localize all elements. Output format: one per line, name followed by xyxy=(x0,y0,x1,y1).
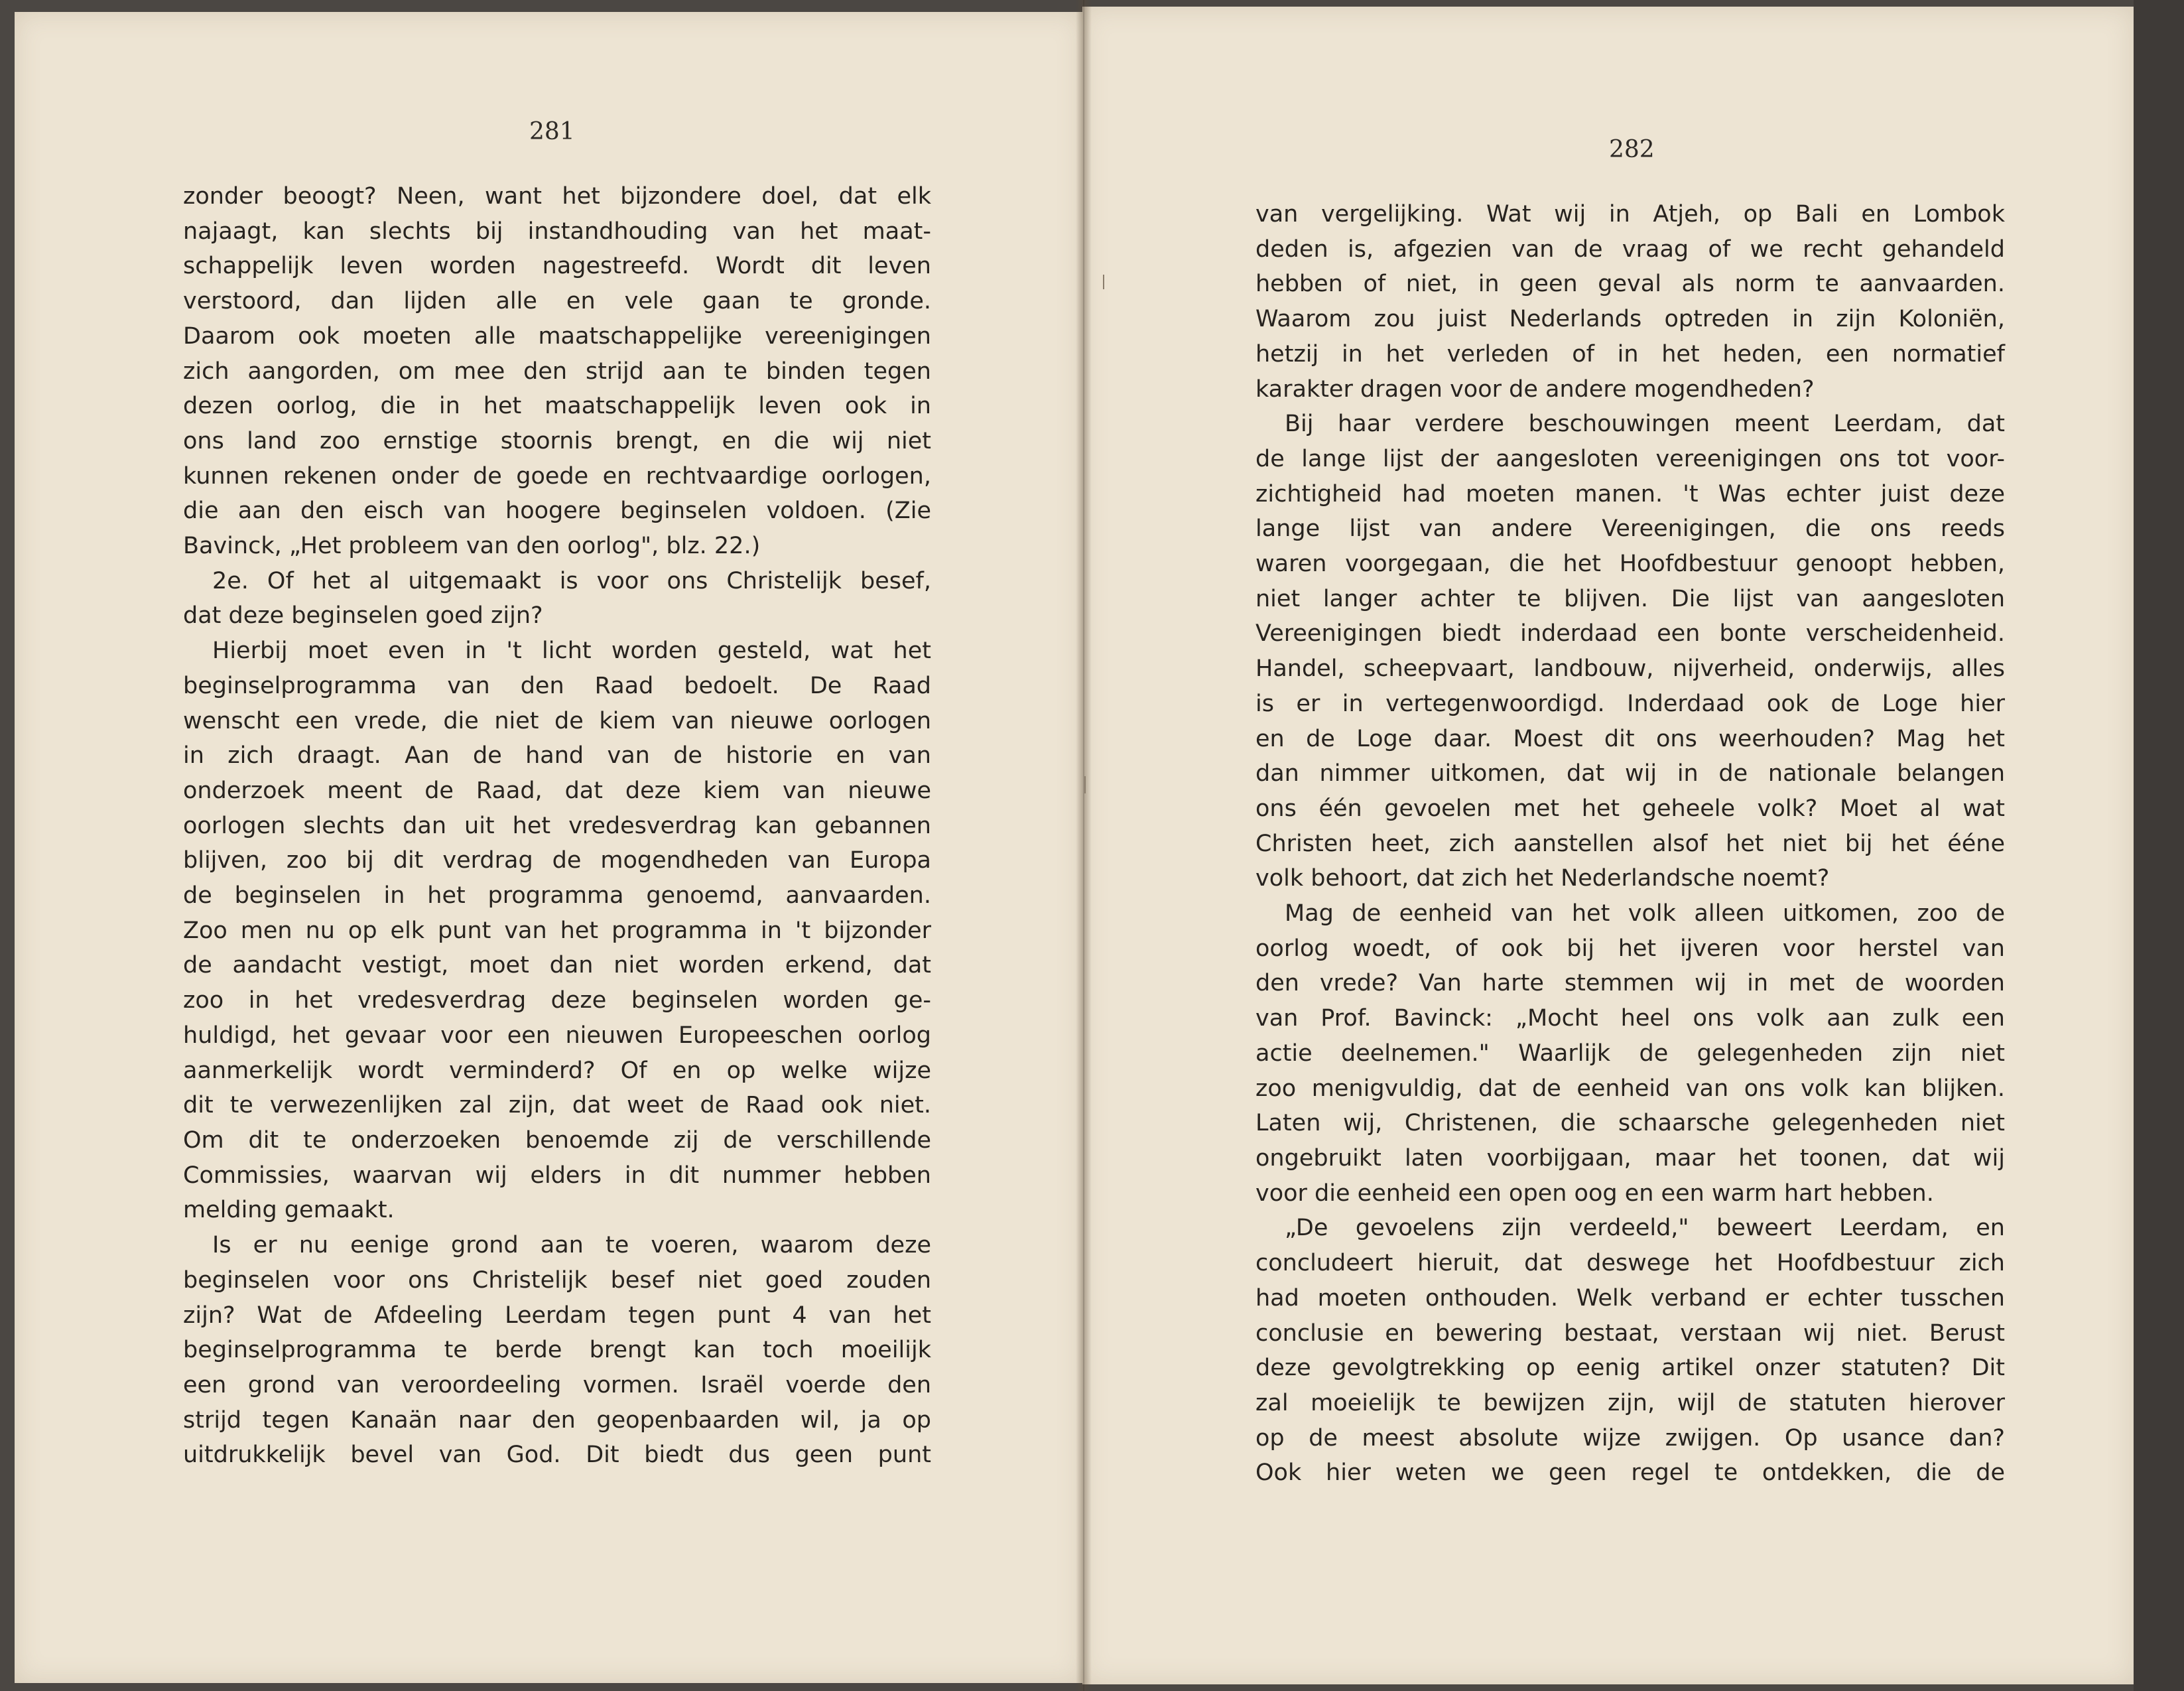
text-line-content: zoo menigvuldig, dat de eenheid van ons volk kan blijken. xyxy=(1255,1075,2005,1102)
text-line-content: onderzoek meent de Raad, dat deze kiem van nieuwe xyxy=(183,777,931,804)
text-line-content: in zich draagt. Aan de hand van de historie en van xyxy=(183,742,931,770)
text-line-content: Laten wij, Christenen, die schaarsche gelegenheden niet xyxy=(1255,1110,2005,1137)
text-line-content: schappelijk leven worden nagestreefd. Wordt dit leven xyxy=(183,253,931,280)
text-line xyxy=(183,529,931,564)
text-line-content: Handel, scheepvaart, landbouw, nijverheid, onderwijs, alles xyxy=(1255,655,2005,683)
text-line xyxy=(183,878,931,913)
text-line xyxy=(183,284,931,319)
text-line xyxy=(1255,1141,2005,1176)
text-line-content: dit te verwezenlijken zal zijn, dat weet de Raad ook niet. xyxy=(183,1092,931,1119)
text-line-content: beginselprogramma te berde brengt kan toch moeilijk xyxy=(183,1337,931,1364)
text-line xyxy=(1255,407,2005,442)
text-line-content: dat deze beginselen goed zijn? xyxy=(183,602,543,630)
text-line xyxy=(1255,197,2005,232)
text-line-content: verstoord, dan lijden alle en vele gaan te gronde. xyxy=(183,288,931,315)
text-line-content: volk behoort, dat zich het Nederlandsche noemt? xyxy=(1255,865,1830,892)
text-line xyxy=(1255,1246,2005,1281)
text-line xyxy=(183,843,931,878)
text-line-content: zichtigheid had moeten manen. 't Was echter juist deze xyxy=(1255,480,2005,507)
text-line xyxy=(1255,547,2005,582)
text-line-content: de lange lijst der aangesloten vereenigingen ons tot voor- xyxy=(1255,445,2005,472)
scan-mark xyxy=(1084,776,1086,793)
text-line xyxy=(183,1403,931,1438)
text-line-content: zich aangorden, om mee den strijd aan te binden tegen xyxy=(183,358,931,385)
text-line xyxy=(1255,372,2005,407)
text-line xyxy=(183,389,931,424)
text-line-content: ons land zoo ernstige stoornis brengt, en die wij niet xyxy=(183,427,931,454)
text-line xyxy=(1255,1421,2005,1456)
text-line-content: had moeten onthouden. Welk verband er echter tusschen xyxy=(1255,1284,2005,1312)
text-line xyxy=(1255,1455,2005,1491)
text-line xyxy=(183,1053,931,1089)
text-line xyxy=(1255,511,2005,547)
text-line xyxy=(183,634,931,669)
text-line xyxy=(183,1368,931,1403)
page-number-right: 282 xyxy=(1609,136,1655,163)
text-line xyxy=(1255,1211,2005,1246)
text-line xyxy=(183,1158,931,1193)
text-line-content: zonder beoogt? Neen, want het bijzondere doel, dat elk xyxy=(183,183,931,210)
text-line-content: 2e. Of het al uitgemaakt is voor ons Christelijk besef, xyxy=(212,567,931,594)
text-line xyxy=(183,1298,931,1333)
text-line xyxy=(183,459,931,494)
text-line-content: den vrede? Van harte stemmen wij in met de woorden xyxy=(1255,970,2005,997)
text-line-content: zijn? Wat de Afdeeling Leerdam tegen punt 4 van het xyxy=(183,1302,931,1329)
text-line xyxy=(1255,477,2005,512)
text-line-content: hetzij in het verleden of in het heden, een normatief xyxy=(1255,340,2005,368)
text-line-content: Hierbij moet even in 't licht worden gesteld, wat het xyxy=(212,638,931,665)
text-line xyxy=(183,1193,931,1228)
text-line-content: de beginselen in het programma genoemd, aanvaarden. xyxy=(183,882,931,910)
text-line xyxy=(183,669,931,704)
text-line xyxy=(183,983,931,1018)
text-line-content: Vereenigingen biedt inderdaad een bonte verscheidenheid. xyxy=(1255,620,2005,647)
text-line xyxy=(1255,791,2005,827)
text-line xyxy=(183,1228,931,1263)
text-line-content: melding gemaakt. xyxy=(183,1197,395,1224)
text-line xyxy=(1255,827,2005,862)
book-gutter xyxy=(1076,0,1092,1691)
text-line xyxy=(183,179,931,214)
text-line xyxy=(1255,1036,2005,1071)
text-line-content: oorlogen slechts dan uit het vredesverdrag kan gebannen xyxy=(183,812,931,839)
text-line-content: en de Loge daar. Moest dit ons weerhouden? Mag het xyxy=(1255,725,2005,752)
text-line xyxy=(1255,1106,2005,1141)
text-line xyxy=(183,738,931,774)
text-line xyxy=(1255,442,2005,477)
text-line xyxy=(1255,1281,2005,1316)
text-line-content: uitdrukkelijk bevel van God. Dit biedt dus geen punt xyxy=(183,1442,931,1469)
text-line xyxy=(1255,1071,2005,1107)
text-line xyxy=(183,1088,931,1123)
text-line-content: Waarom zou juist Nederlands optreden in zijn Koloniën, xyxy=(1255,306,2005,333)
text-line xyxy=(183,424,931,459)
text-line-content: de aandacht vestigt, moet dan niet worden erkend, dat xyxy=(183,952,931,979)
text-line-content: is er in vertegenwoordigd. Inderdaad ook de Loge hier xyxy=(1255,690,2005,717)
text-line-content: Zoo men nu op elk punt van het programma in 't bijzonder xyxy=(183,917,931,944)
text-line xyxy=(1255,337,2005,372)
text-line xyxy=(1255,1386,2005,1421)
text-line xyxy=(183,913,931,949)
text-line xyxy=(1255,1351,2005,1386)
text-line-content: beginselen voor ons Christelijk besef niet goed zouden xyxy=(183,1266,931,1294)
text-line xyxy=(183,1123,931,1158)
text-line xyxy=(1255,582,2005,617)
text-line-content: huldigd, het gevaar voor een nieuwen Europeeschen oorlog xyxy=(183,1022,931,1049)
text-line-content: zoo in het vredesverdrag deze beginselen worden ge- xyxy=(183,987,931,1014)
text-line xyxy=(183,774,931,809)
text-line-content: ons één gevoelen met het geheele volk? Moet al wat xyxy=(1255,795,2005,822)
text-line-content: beginselprogramma van den Raad bedoelt. De Raad xyxy=(183,672,931,699)
scan-mark xyxy=(1103,275,1104,289)
text-line-content: dezen oorlog, die in het maatschappelijk leven ook in xyxy=(183,393,931,420)
text-line-content: najaagt, kan slechts bij instandhouding van het maat- xyxy=(183,218,931,245)
text-line-content: ongebruikt laten voorbijgaan, maar het toonen, dat wij xyxy=(1255,1144,2005,1172)
text-line-content: Mag de eenheid van het volk alleen uitkomen, zoo de xyxy=(1285,900,2005,927)
text-line-content: oorlog woedt, of ook bij het ijveren voor herstel van xyxy=(1255,935,2005,962)
text-line-content: conclusie en bewering bestaat, verstaan wij niet. Berust xyxy=(1255,1319,2005,1347)
text-line-content: deden is, afgezien van de vraag of we recht gehandeld xyxy=(1255,236,2005,263)
text-line-content: dan nimmer uitkomen, dat wij in de nationale belangen xyxy=(1255,760,2005,787)
text-line xyxy=(1255,267,2005,302)
text-line-content: Daarom ook moeten alle maatschappelijke vereenigingen xyxy=(183,322,931,350)
text-line-content: deze gevolgtrekking op eenig artikel onzer statuten? Dit xyxy=(1255,1355,2005,1382)
text-line-content: strijd tegen Kanaän naar den geopenbaarden wil, ja op xyxy=(183,1406,931,1434)
text-line xyxy=(1255,896,2005,931)
text-line-content: die aan den eisch van hoogere beginselen voldoen. (Zie xyxy=(183,498,931,525)
text-line xyxy=(1255,651,2005,687)
text-line-content: op de meest absolute wijze zwijgen. Op usance dan? xyxy=(1255,1424,2005,1452)
text-line-content: actie deelnemen." Waarlijk de gelegenheden zijn niet xyxy=(1255,1040,2005,1067)
text-line xyxy=(1255,1176,2005,1211)
text-line-content: aanmerkelijk wordt verminderd? Of en op welke wijze xyxy=(183,1057,931,1084)
text-line-content: concludeert hieruit, dat deswege het Hoofdbestuur zich xyxy=(1255,1250,2005,1277)
text-line xyxy=(1255,1316,2005,1351)
text-line-content: een grond van veroordeeling vormen. Israël voerde den xyxy=(183,1371,931,1398)
scan-edge xyxy=(2134,0,2184,1691)
text-line xyxy=(183,249,931,284)
text-line-content: Bij haar verdere beschouwingen meent Leerdam, dat xyxy=(1285,411,2005,438)
text-line xyxy=(183,1263,931,1298)
text-line xyxy=(183,1333,931,1368)
text-line-content: blijven, zoo bij dit verdrag de mogendheden van Europa xyxy=(183,847,931,874)
text-line xyxy=(183,214,931,249)
text-line-content: Christen heet, zich aanstellen alsof het niet bij het ééne xyxy=(1255,830,2005,857)
text-line xyxy=(183,319,931,354)
text-line xyxy=(1255,966,2005,1001)
text-line xyxy=(183,564,931,599)
text-line-content: niet langer achter te blijven. Die lijst van aangesloten xyxy=(1255,585,2005,612)
text-line-content: Bavinck, „Het probleem van den oorlog", blz. 22.) xyxy=(183,533,761,560)
text-line xyxy=(183,1438,931,1473)
left-page-body xyxy=(183,179,931,1473)
text-line xyxy=(1255,722,2005,757)
text-line-content: van vergelijking. Wat wij in Atjeh, op Bali en Lombok xyxy=(1255,201,2005,228)
text-line xyxy=(1255,861,2005,896)
text-line-content: waren voorgegaan, die het Hoofdbestuur genoopt hebben, xyxy=(1255,551,2005,578)
text-line-content: Is er nu eenige grond aan te voeren, waarom deze xyxy=(212,1232,931,1259)
text-line-content: Ook hier weten we geen regel te ontdekken, die de xyxy=(1255,1459,2005,1487)
text-line-content: karakter dragen voor de andere mogendheden? xyxy=(1255,375,1815,403)
text-line xyxy=(1255,616,2005,651)
text-line xyxy=(1255,302,2005,337)
text-line-content: voor die eenheid een open oog en een warm hart hebben. xyxy=(1255,1180,1934,1207)
text-line xyxy=(183,704,931,739)
text-line-content: zal moeielijk te bewijzen zijn, wijl de statuten hierover xyxy=(1255,1389,2005,1416)
text-line xyxy=(183,1018,931,1053)
text-line xyxy=(1255,931,2005,967)
text-line xyxy=(1255,1001,2005,1036)
text-line xyxy=(183,494,931,529)
text-line xyxy=(183,948,931,983)
text-line-content: wenscht een vrede, die niet de kiem van nieuwe oorlogen xyxy=(183,707,931,734)
right-page-body xyxy=(1255,197,2005,1491)
text-line-content: „De gevoelens zijn verdeeld," beweert Leerdam, en xyxy=(1285,1215,2005,1242)
text-line xyxy=(1255,687,2005,722)
text-line-content: Om dit te onderzoeken benoemde zij de verschillende xyxy=(183,1126,931,1154)
text-line xyxy=(183,809,931,844)
text-line-content: Commissies, waarvan wij elders in dit nummer hebben xyxy=(183,1162,931,1189)
text-line xyxy=(183,598,931,634)
text-line xyxy=(183,354,931,389)
text-line xyxy=(1255,232,2005,267)
page-number-left: 281 xyxy=(529,118,575,145)
text-line-content: kunnen rekenen onder de goede en rechtvaardige oorlogen, xyxy=(183,462,931,490)
text-line-content: van Prof. Bavinck: „Mocht heel ons volk aan zulk een xyxy=(1255,1005,2005,1032)
text-line xyxy=(1255,756,2005,791)
text-line-content: lange lijst van andere Vereenigingen, die ons reeds xyxy=(1255,515,2005,543)
text-line-content: hebben of niet, in geen geval als norm te aanvaarden. xyxy=(1255,271,2005,298)
